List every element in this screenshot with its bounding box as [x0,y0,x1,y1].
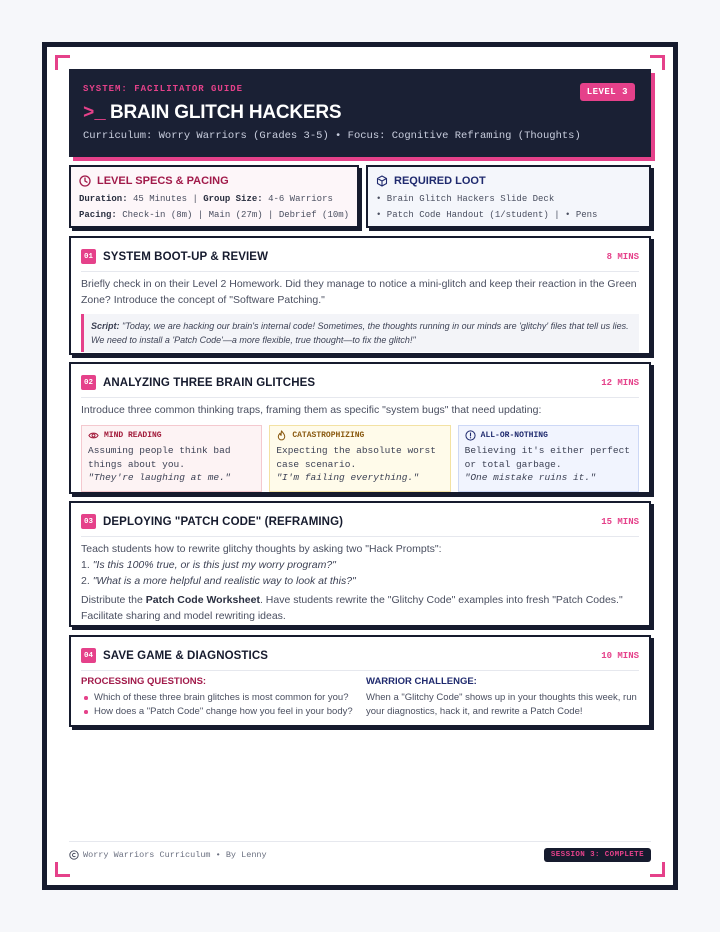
pacing-line [79,207,349,223]
loot-item: • Patch Code Handout (1/student) | • Pens [376,210,598,220]
section-brain-glitches [69,362,651,494]
guide-header [69,69,651,157]
warrior-challenge-heading: WARRIOR CHALLENGE: [366,676,477,687]
section-duration: 12 MINS [601,377,639,388]
group-size-value: 4-6 Warriors [268,194,333,204]
corner-bracket-top-right [650,55,665,70]
glitch-quote: "They're laughing at me." [88,472,231,483]
processing-questions-heading: PROCESSING QUESTIONS: [81,676,207,687]
level-specs-card [69,165,359,228]
question-item: How does a "Patch Code" change how you feel in your body? [81,705,366,719]
footer-credit: Worry Warriors Curriculum • By Lenny [83,849,267,860]
specs-title: LEVEL SPECS & PACING [97,175,229,187]
hack-prompt [81,573,639,589]
section-boot-up [69,236,651,355]
corner-bracket-top-left [55,55,70,70]
glitch-title: MIND READING [104,431,162,440]
separator: | [192,194,198,204]
level-badge: LEVEL 3 [580,83,635,101]
duration-line [79,191,349,207]
facilitator-guide-page [42,42,678,890]
terminal-prompt-icon: >_ [83,102,106,124]
glitch-description: Expecting the absolute worst case scenario. [276,445,436,470]
section-body: Distribute the Patch Code Worksheet. Have students rewrite the "Glitchy Code" examples into fresh "Patch Codes." Facilitate sharing and model rewriting ideas. [81,594,623,622]
script-label: Script: [91,321,120,331]
group-size-label: Group Size: [203,194,263,204]
section-duration: 15 MINS [601,516,639,527]
processing-questions [81,676,366,719]
corner-bracket-bottom-left [55,862,70,877]
page-title: BRAIN GLITCH HACKERS [110,102,342,123]
prompt-text: "Is this 100% true, or is this just my worry program?" [92,559,336,571]
glitch-title: CATASTROPHIZING [292,431,365,440]
section-number: 03 [81,514,96,529]
duration-value: 45 Minutes [133,194,188,204]
copyright-icon [69,850,79,860]
glitch-title: ALL-OR-NOTHING [480,431,548,440]
pacing-label: Pacing: [79,210,117,220]
loot-title: REQUIRED LOOT [394,175,486,187]
section-title: ANALYZING THREE BRAIN GLITCHES [103,376,316,389]
alert-circle-icon [465,430,476,441]
section-body: Briefly check in on their Level 2 Homework. Did they manage to notice a mini-glitch and keep their reaction in the Green Zone? Introduce the concept of "Software Patching." [81,278,637,306]
section-title: DEPLOYING "PATCH CODE" (REFRAMING) [103,515,344,528]
section-patch-code [69,501,651,627]
glitch-description: Believing it's either perfect or total garbage. [464,445,630,470]
section-number: 01 [81,249,96,264]
page-subtitle: Curriculum: Worry Warriors (Grades 3-5) • Focus: Cognitive Reframing (Thoughts) [83,130,581,142]
system-label: SYSTEM: FACILITATOR GUIDE [83,84,244,94]
eye-icon [88,430,99,441]
section-duration: 10 MINS [601,650,639,661]
required-loot-card [366,165,651,228]
glitch-card-mind-reading [81,425,262,492]
duration-label: Duration: [79,194,128,204]
section-body: Introduce three common thinking traps, framing them as specific "system bugs" that need updating: [81,404,542,416]
loot-item: • Brain Glitch Hackers Slide Deck [376,194,555,204]
section-title: SAVE GAME & DIAGNOSTICS [103,649,269,662]
flame-icon [276,430,287,441]
prompt-number: 1. [81,559,90,571]
pacing-value: Check-in (8m) | Main (27m) | Debrief (10m) [122,210,350,220]
cube-icon [376,175,388,187]
glitch-card-all-or-nothing [458,425,639,492]
session-status-badge: SESSION 3: COMPLETE [544,848,651,862]
worksheet-name: Patch Code Worksheet [145,594,260,606]
page-footer [69,841,651,865]
glitch-description: Assuming people think bad things about you. [88,445,231,470]
challenge-text: When a "Glitchy Code" shows up in your thoughts this week, run your diagnostics, hack it, and rewrite a Patch Code! [366,692,637,717]
prompt-text: "What is a more helpful and realistic way to look at this?" [92,575,356,587]
section-duration: 8 MINS [606,251,639,262]
section-title: SYSTEM BOOT-UP & REVIEW [103,250,269,263]
corner-bracket-bottom-right [650,862,665,877]
section-save-game [69,635,651,727]
clock-icon [79,175,91,187]
script-text: "Today, we are hacking our brain's internal code! Sometimes, the thoughts running in our minds are 'glitchy' files that tell us lies. We need to install a 'Patch Code'—a more flexible, true thought—to fix the glitch!" [91,321,629,345]
glitch-cards [81,425,639,492]
prompt-number: 2. [81,575,90,587]
hack-prompt [81,557,639,573]
glitch-card-catastrophizing [269,425,450,492]
script-callout [81,314,639,352]
section-number: 02 [81,375,96,390]
section-number: 04 [81,648,96,663]
warrior-challenge [366,676,639,719]
question-item: Which of these three brain glitches is most common for you? [81,691,366,705]
glitch-quote: "One mistake ruins it." [464,472,596,483]
section-intro: Teach students how to rewrite glitchy thoughts by asking two "Hack Prompts": [81,543,442,555]
glitch-quote: "I'm failing everything." [276,472,419,483]
